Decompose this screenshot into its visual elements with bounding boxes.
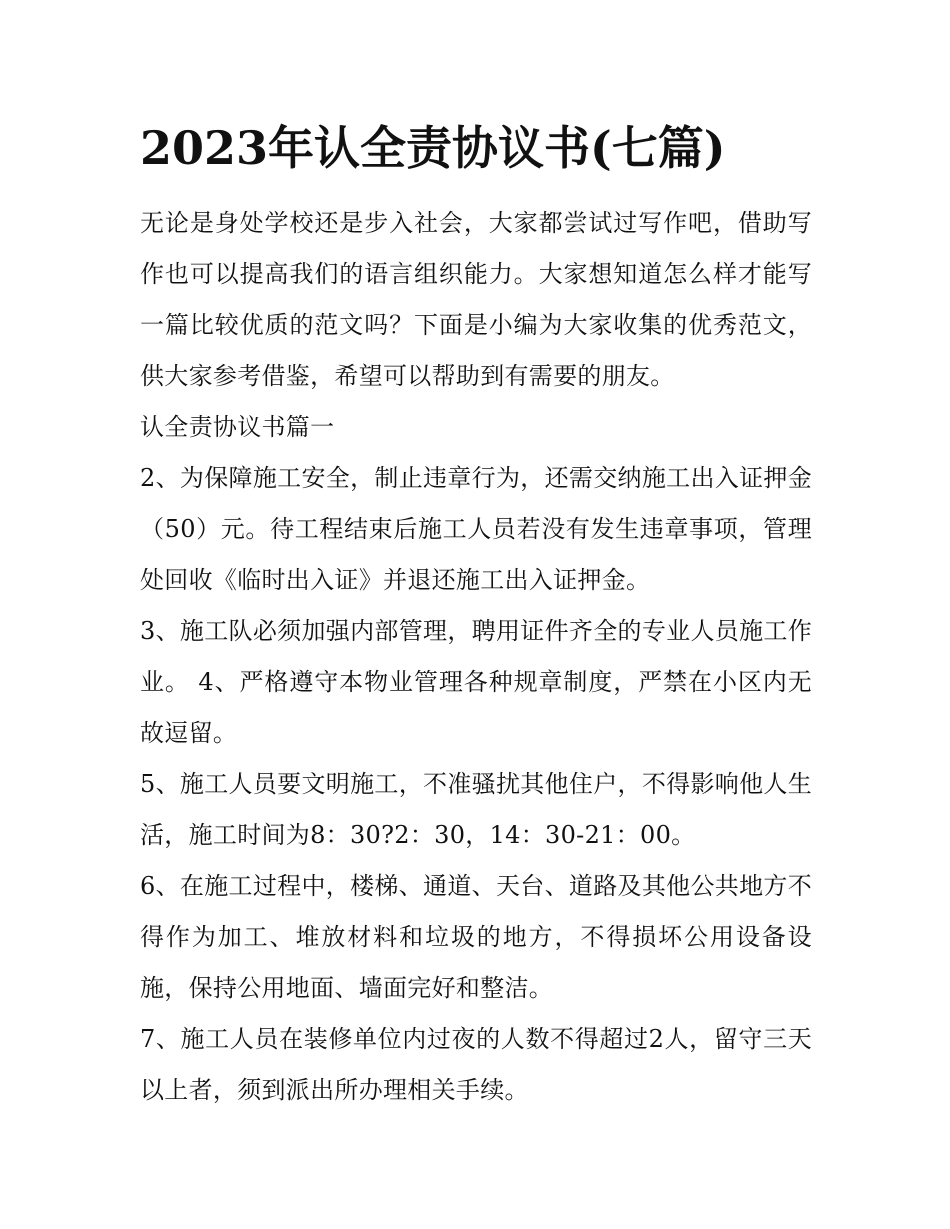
document-body bbox=[140, 198, 812, 1116]
clause-paragraph: 5、施工人员要文明施工，不准骚扰其他住户，不得影响他人生活，施工时间为8：30?2：30，14：30-21：00。 bbox=[140, 770, 812, 849]
clause-paragraph: 7、施工人员在装修单位内过夜的人数不得超过2人，留守三天以上者，须到派出所办理相关手续。 bbox=[140, 1025, 812, 1104]
document-title: 2023年认全责协议书(七篇) bbox=[140, 121, 726, 175]
intro-paragraph: 无论是身处学校还是步入社会，大家都尝试过写作吧，借助写作也可以提高我们的语言组织能力。大家想知道怎么样才能写一篇比较优质的范文吗？下面是小编为大家收集的优秀范文，供大家参考借鉴，希望可以帮助到有需要的朋友。 bbox=[140, 209, 812, 390]
section-heading: 认全责协议书篇一 bbox=[140, 413, 335, 441]
clause-paragraph: 2、为保障施工安全，制止违章行为，还需交纳施工出入证押金（50）元。待工程结束后施工人员若没有发生违章事项，管理处回收《临时出入证》并退还施工出入证押金。 bbox=[140, 464, 812, 594]
clause-paragraph: 6、在施工过程中，楼梯、通道、天台、道路及其他公共地方不得作为加工、堆放材料和垃圾的地方，不得损坏公用设备设施，保持公用地面、墙面完好和整洁。 bbox=[140, 872, 812, 1002]
clause-paragraph: 3、施工队必须加强内部管理，聘用证件齐全的专业人员施工作业。 4、严格遵守本物业管理各种规章制度，严禁在小区内无故逗留。 bbox=[140, 617, 812, 747]
